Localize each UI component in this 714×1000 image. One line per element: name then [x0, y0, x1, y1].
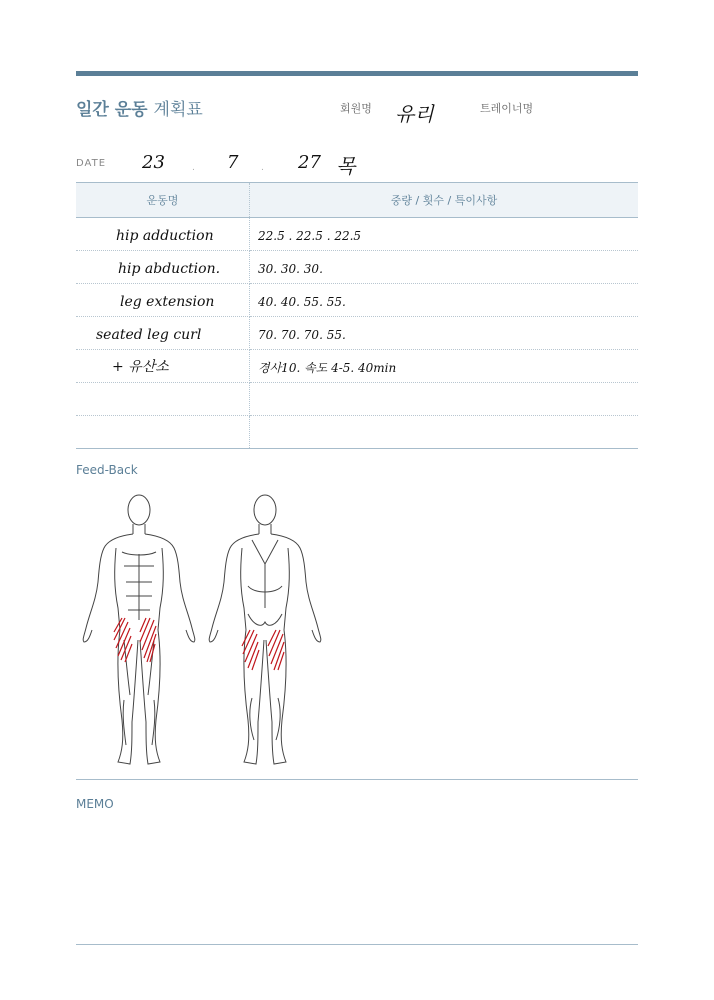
col-header-exercise: 운동명 [76, 183, 250, 218]
feedback-label: Feed-Back [76, 463, 138, 477]
body-front-figure [78, 490, 200, 775]
date-label: DATE [76, 158, 107, 169]
date-sep-1: . [192, 163, 195, 173]
exercise-detail [250, 394, 258, 408]
table-row [76, 284, 638, 317]
title-main: 일간 운동 [76, 100, 148, 120]
exercise-detail: 22.5 . 22.5 . 22.5 [258, 228, 362, 243]
body-back-figure [204, 490, 326, 775]
date-weekday: 목 [336, 154, 356, 178]
exercise-name: hip abduction. [118, 260, 221, 277]
exercise-detail: 30. 30. 30. [258, 261, 323, 276]
member-value: 유리 [395, 102, 434, 126]
table-row [76, 416, 638, 449]
date-day: 27 [298, 152, 321, 173]
exercise-name: leg extension [120, 293, 215, 310]
exercise-detail: 40. 40. 55. 55. [258, 294, 346, 309]
table-header-row [76, 183, 638, 218]
exercise-detail: 70. 70. 70. 55. [258, 327, 346, 342]
date-sep-2: . [261, 163, 264, 173]
date-month: 7 [227, 152, 239, 173]
member-label: 회원명 [340, 102, 372, 115]
table-row [76, 350, 638, 383]
exercise-detail [250, 427, 258, 441]
memo-label: MEMO [76, 797, 114, 811]
date-year: 23 [142, 152, 165, 173]
title-sub: 계획표 [153, 100, 203, 120]
page-title [76, 95, 203, 120]
top-accent-bar [76, 71, 638, 76]
exercise-table [76, 182, 638, 449]
exercise-name: + 유산소 [112, 359, 169, 375]
trainer-label: 트레이너명 [480, 102, 534, 115]
table-row [76, 383, 638, 416]
table-row [76, 317, 638, 350]
memo-bottom-divider [76, 944, 638, 945]
col-header-detail: 중량 / 횟수 / 특이사항 [250, 183, 639, 218]
feedback-divider [76, 779, 638, 780]
exercise-name: seated leg curl [96, 326, 202, 343]
table-row [76, 251, 638, 284]
exercise-detail: 경사10. 속도 4-5. 40min [258, 360, 397, 375]
exercise-name: hip adduction [116, 227, 214, 244]
table-row [76, 218, 638, 251]
